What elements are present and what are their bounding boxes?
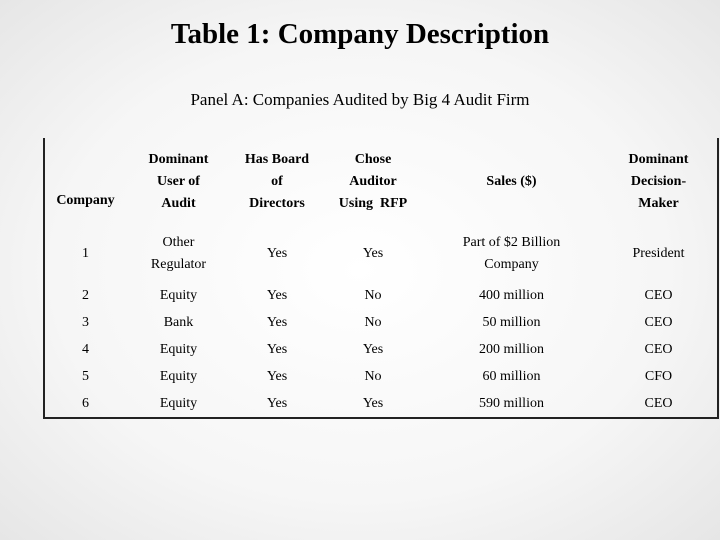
cell-decision-maker: CEO — [644, 314, 673, 330]
table-row — [44, 336, 718, 363]
cell-dominant-user: Equity — [159, 395, 198, 411]
table-header-row — [44, 138, 718, 226]
cell-company: 4 — [82, 341, 89, 357]
cell-has-board: Yes — [266, 246, 288, 261]
table-row — [44, 363, 718, 390]
cell-company: 1 — [82, 246, 89, 261]
cell-decision-maker: CEO — [644, 395, 673, 411]
cell-dominant-user — [126, 226, 231, 282]
panel-subtitle: Panel A: Companies Audited by Big 4 Audit Firm — [190, 90, 530, 109]
cell-decision-maker: President — [632, 246, 685, 261]
cell-line: Part of $2 Billion — [462, 235, 561, 250]
table-row — [44, 282, 718, 309]
cell-sales: 60 million — [482, 368, 541, 384]
header-decision-maker-line: Decision- — [630, 174, 687, 189]
header-company: Company — [56, 193, 115, 208]
header-decision-maker-line: Dominant — [628, 152, 689, 167]
cell-sales — [423, 226, 600, 282]
header-sales: Sales ($) — [486, 174, 537, 189]
cell-company: 3 — [82, 314, 89, 330]
slide-title: Table 1: Company Description — [170, 18, 550, 50]
header-chose-auditor — [323, 138, 423, 226]
header-decision-maker — [600, 138, 718, 226]
header-dominant-user — [126, 138, 231, 226]
cell-chose-rfp: Yes — [362, 246, 384, 261]
cell-has-board: Yes — [266, 314, 288, 330]
cell-sales: 200 million — [479, 341, 544, 357]
table-row — [44, 226, 718, 282]
header-has-board-line: Directors — [249, 196, 305, 211]
cell-line: Other — [162, 235, 195, 250]
cell-chose-rfp: No — [364, 314, 382, 330]
cell-has-board: Yes — [266, 368, 288, 384]
cell-chose-rfp: No — [364, 368, 382, 384]
cell-company: 5 — [82, 368, 89, 384]
cell-dominant-user: Equity — [159, 341, 198, 357]
header-decision-maker-line: Maker — [638, 196, 679, 211]
header-dominant-user-line: User of — [157, 174, 200, 189]
table-row — [44, 390, 718, 418]
cell-sales: 50 million — [482, 314, 541, 330]
header-has-board-line: Has Board — [244, 152, 310, 167]
cell-dominant-user: Bank — [163, 314, 194, 330]
cell-decision-maker: CFO — [644, 368, 673, 384]
cell-dominant-user: Equity — [159, 287, 198, 303]
cell-dominant-user: Equity — [159, 368, 198, 384]
table-row — [44, 309, 718, 336]
cell-sales: 400 million — [479, 287, 544, 303]
cell-has-board: Yes — [266, 287, 288, 303]
cell-line: Company — [484, 257, 539, 272]
cell-has-board: Yes — [266, 395, 288, 411]
header-dominant-user-line: Audit — [161, 196, 196, 211]
header-has-board — [231, 138, 323, 226]
cell-line: Regulator — [150, 257, 207, 272]
cell-company: 2 — [82, 287, 89, 303]
header-chose-auditor-line: Auditor — [349, 174, 397, 189]
cell-sales: 590 million — [479, 395, 544, 411]
cell-has-board: Yes — [266, 341, 288, 357]
cell-chose-rfp: No — [364, 287, 382, 303]
cell-decision-maker: CEO — [644, 341, 673, 357]
company-description-table — [43, 138, 719, 419]
header-chose-auditor-line: Using RFP — [338, 196, 408, 211]
cell-chose-rfp: Yes — [362, 341, 384, 357]
header-has-board-line: of — [271, 174, 283, 189]
cell-chose-rfp: Yes — [362, 395, 384, 411]
header-dominant-user-line: Dominant — [148, 152, 209, 167]
cell-decision-maker: CEO — [644, 287, 673, 303]
header-chose-auditor-line: Chose — [354, 152, 392, 167]
cell-company: 6 — [82, 395, 89, 411]
